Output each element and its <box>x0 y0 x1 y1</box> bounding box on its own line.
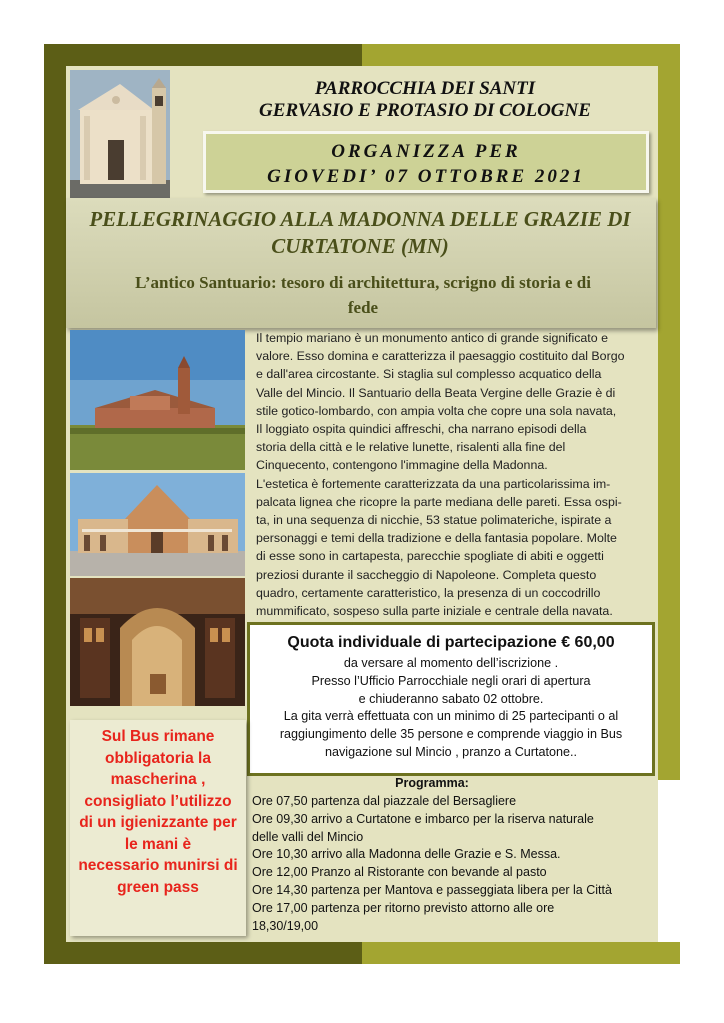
organizes-box <box>203 131 649 193</box>
sanctuary-facade-photo <box>70 473 245 576</box>
event-date: GIOVEDI’ 07 OTTOBRE 2021 <box>267 166 585 187</box>
program-item: Ore 07,50 partenza dal piazzale del Bersagliere <box>252 794 517 808</box>
sanctuary-exterior-photo <box>70 330 245 470</box>
parish-title-line1: PARROCCHIA DEI SANTI <box>314 78 536 99</box>
pilgrimage-title-line1: PELLEGRINAGGIO ALLA MADONNA DELLE GRAZIE DI <box>89 207 631 231</box>
frame-left <box>44 44 66 964</box>
pilgrimage-title <box>70 206 650 260</box>
parish-title-line2: GERVASIO E PROTASIO DI COLOGNE <box>259 100 591 121</box>
parish-title <box>190 78 660 122</box>
frame-bottom-light <box>362 942 680 964</box>
pilgrimage-title-line2: CURTATONE (MN) <box>271 234 449 258</box>
frame-bottom-dark <box>44 942 362 964</box>
program-item: Ore 14,30 partenza per Mantova e passeggiata libera per la Città <box>252 882 612 897</box>
price-title: Quota individuale di partecipazione € 60,00 <box>287 634 615 651</box>
pilgrimage-subtitle-line2: fede <box>347 298 379 317</box>
price-box <box>247 622 655 776</box>
program-heading: Programma: <box>395 776 469 790</box>
pilgrimage-subtitle-line1: L’antico Santuario: tesoro di architettura, scrigno di storia e di <box>135 273 591 292</box>
program-item: Ore 09,30 arrivo a Curtatone e imbarco per la riserva naturale delle valli del Mincio <box>252 811 594 844</box>
program-item: Ore 10,30 arrivo alla Madonna delle Grazie e S. Messa. <box>252 847 561 862</box>
parish-church-photo <box>70 70 170 202</box>
frame-right <box>658 44 680 780</box>
organizes-line1: ORGANIZZA PER <box>331 141 521 162</box>
bus-rules-notice: Sul Bus rimane obbligatoria la mascherina , consigliato l’utilizzo di un igienizzante per le mani è necessario munirsi di green pass <box>70 720 246 936</box>
pilgrimage-subtitle <box>80 270 646 320</box>
sanctuary-description: Il tempio mariano è un monumento antico di grande significato e valore. Esso domina e caratterizza il paesaggio costituito dal Borgo e dall'area circostante. Si staglia sul complesso acquatico della Valle del Mincio. Il Santuario della Beata Vergine delle Grazie è di stile gotico-lombardo, con ampia volta che copre una sola navata, Il loggiato ospita quindici affreschi, cha narrano episodi della storia della città e le relative lunette, risalenti alla fine del Cinquecento, contengono l'immagine della Madonna. L'estetica è fortemente caratterizzata da una particolarissima im- palcata lignea che ricopre la parte mediana delle pareti. Essa ospi- ta, in una sequenza di nicchie, 53 statue polimateriche, ispirate a personaggi e temi della tradizione e della fantasia popolare. Molte di esse sono in cartapesta, parecchie spogliate di abiti e oggetti preziosi durante il saccheggio di Napoleone. Completa questo quadro, certamente caratteristico, la presenza di un coccodrillo mummificato, sospeso sulla parte iniziale e centrale della navata. <box>256 331 625 619</box>
program-item: Ore 12,00 Pranzo al Ristorante con bevande al pasto <box>252 865 547 880</box>
program-list <box>252 793 656 935</box>
price-details: da versare al momento dell’iscrizione . Presso l’Ufficio Parrocchiale negli orari di apertura e chiuderanno sabato 02 ottobre. La gita verrà effettuata con un minimo di 25 partecipanti o al raggiungimento delle 35 persone e comprende viaggio in Bus navigazione sul Mincio , pranzo a Curtatone.. <box>279 656 623 759</box>
sanctuary-interior-photo <box>70 578 245 706</box>
program-item: Ore 17,00 partenza per ritorno previsto attorno alle ore 18,30/19,00 <box>252 900 555 933</box>
